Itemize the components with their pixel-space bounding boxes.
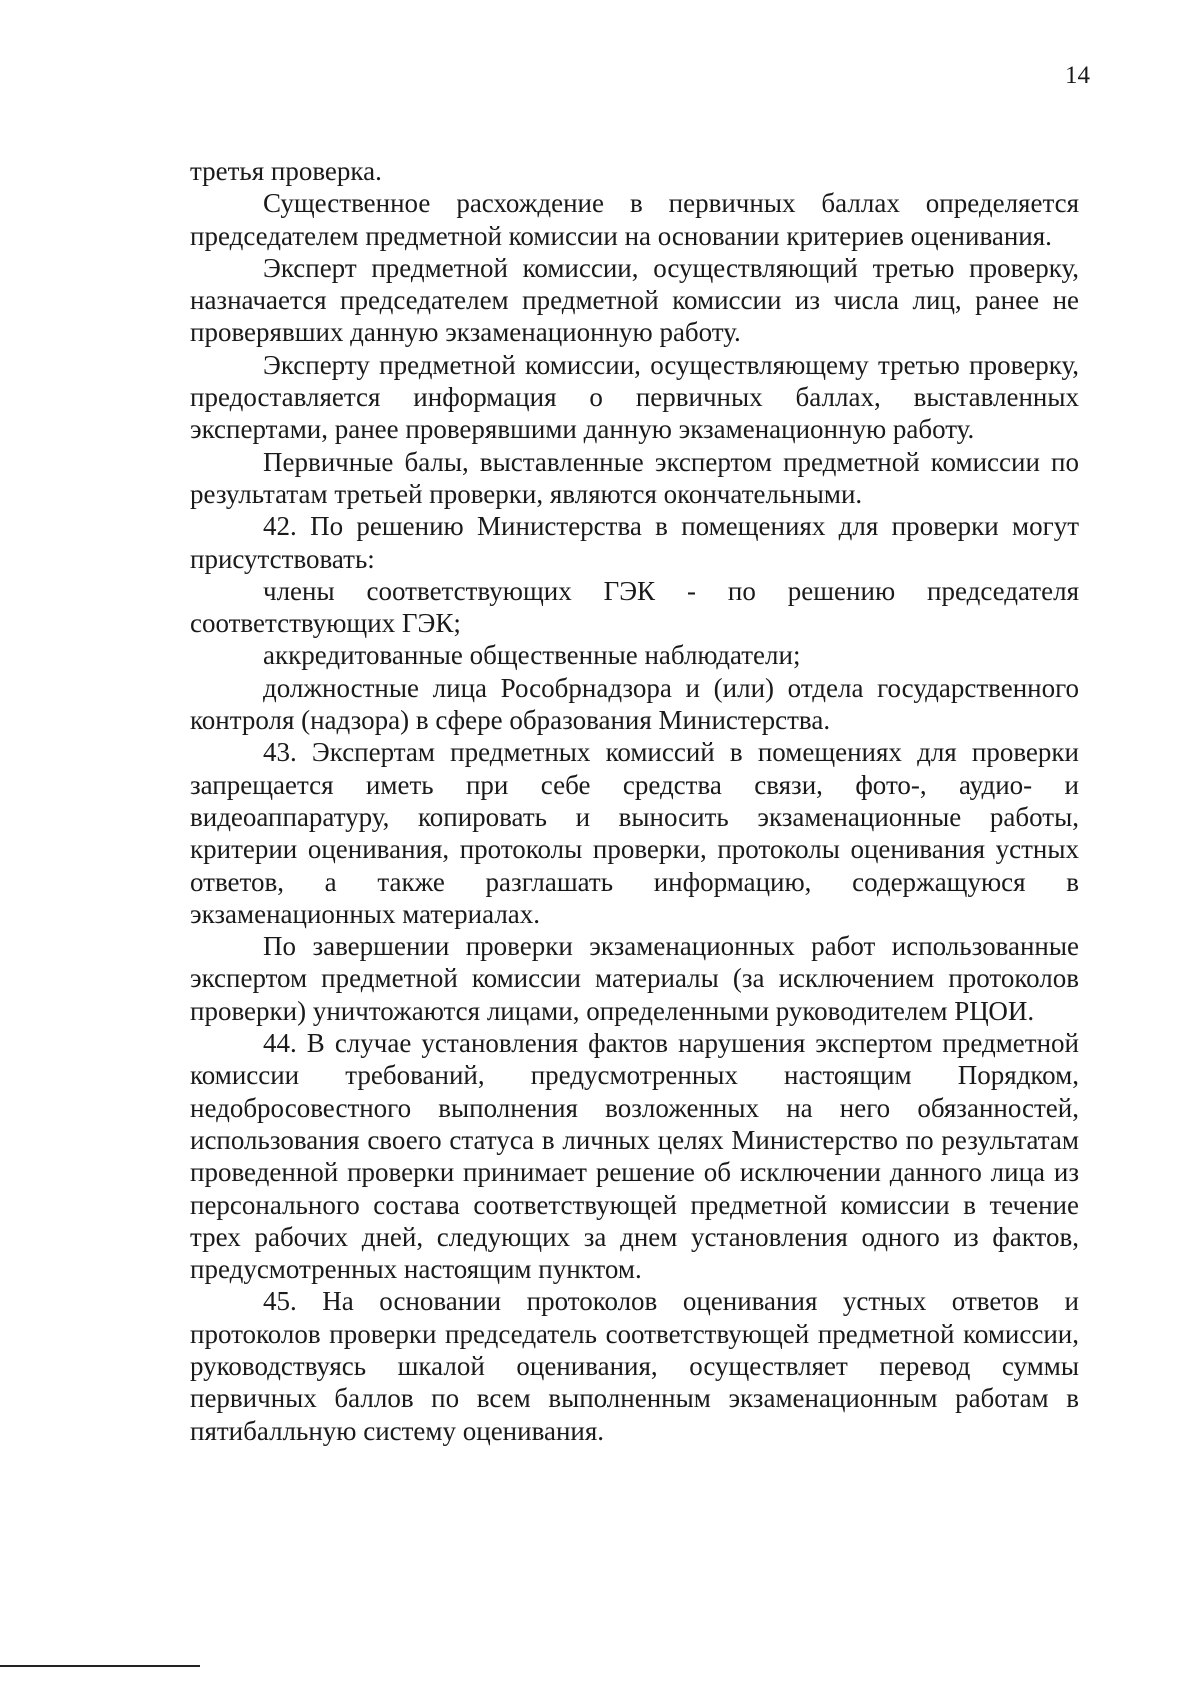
page-number: 14 — [1065, 62, 1090, 89]
paragraph-item-42: 42. По решению Министерства в помещениях для проверки могут присутствовать: — [190, 511, 1079, 574]
paragraph-item-43: 43. Экспертам предметных комиссий в помещениях для проверки запрещается иметь при себе средства связи, фото-, аудио- и видеоаппаратуру, копировать и выносить экзаменационные работы, критерии оценивания, протоколы проверки, протоколы оценивания устных ответов, а также разглашать информацию, содержащуюся в экзаменационных материалах. — [190, 737, 1079, 929]
paragraph-continuation: третья проверка. — [190, 156, 382, 186]
document-body — [190, 155, 1079, 1447]
paragraph-discrepancy: Существенное расхождение в первичных баллах определяется председателем предметной комиссии на основании критериев оценивания. — [190, 188, 1079, 251]
paragraph-final-scores: Первичные балы, выставленные экспертом предметной комиссии по результатам третьей проверки, являются окончательными. — [190, 446, 1079, 509]
paragraph-third-check-expert: Эксперт предметной комиссии, осуществляющий третью проверку, назначается председателем предметной комиссии из числа лиц, ранее не проверявших данную экзаменационную работу. — [190, 252, 1079, 348]
paragraph-item-44: 44. В случае установления фактов нарушения экспертом предметной комиссии требований, предусмотренных настоящим Порядком, недобросовестного выполнения возложенных на него обязанностей, использования своего статуса в личных целях Министерство по результатам проведенной проверки принимает решение об исключении данного лица из персонального состава соответствующей предметной комиссии в течение трех рабочих дней, следующих за днем установления одного из фактов, предусмотренных настоящим пунктом. — [190, 1028, 1079, 1285]
paragraph-expert-info: Эксперту предметной комиссии, осуществляющему третью проверку, предоставляется информация о первичных баллах, выставленных экспертами, ранее проверявшими данную экзаменационную работу. — [190, 349, 1079, 445]
footnote-rule — [0, 1665, 200, 1667]
paragraph-gek-members: члены соответствующих ГЭК - по решению председателя соответствующих ГЭК; — [190, 575, 1079, 639]
paragraph-item-45: 45. На основании протоколов оценивания устных ответов и протоколов проверки председатель соответствующей предметной комиссии, руководствуясь шкалой оценивания, осуществляет перевод суммы первичных баллов по всем выполненным экзаменационным работам в пятибалльную систему оценивания. — [190, 1286, 1079, 1446]
paragraph-officials: должностные лица Рособрнадзора и (или) отдела государственного контроля (надзора) в сфере образования Министерства. — [190, 672, 1079, 736]
paragraph-materials-destruction: По завершении проверки экзаменационных работ использованные экспертом предметной комиссии материалы (за исключением протоколов проверки) уничтожаются лицами, определенными руководителем РЦОИ. — [190, 931, 1079, 1026]
paragraph-observers: аккредитованные общественные наблюдатели; — [263, 640, 801, 671]
